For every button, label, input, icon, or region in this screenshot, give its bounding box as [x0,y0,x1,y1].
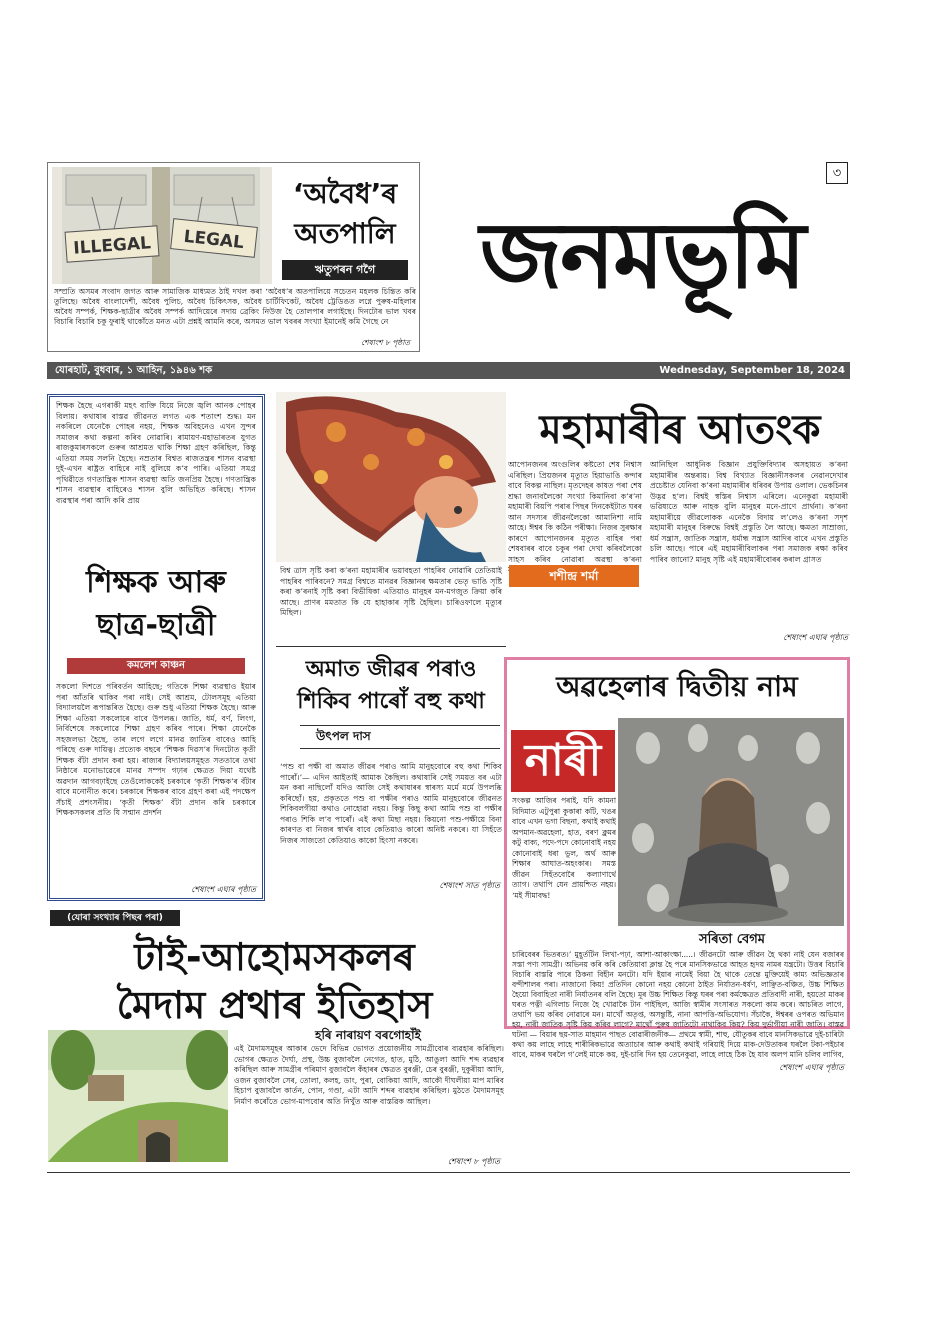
teacher-body: সকলো দিশতে পৰিবৰ্তন আহিছে; গতিকে শিক্ষা ব্যৱস্থাও ইয়াৰ পৰা আঁতৰি থাকিব পৰা নাই। সেই আশ্ৰম, টোলসমূহ এতিয়া বিদ্যালয়লৈ ৰূপান্তৰিত হৈছে। গুৰু শুধু এতিয়া শিক্ষক হৈছে। আৰু শিক্ষা এতিয়া সকলোৰে বাবে উপলব্ধ। জাতি, ধৰ্ম, বৰ্ণ, লিংগ, নিৰ্বিশেষে সকলোৱে শিক্ষা গ্ৰহণ কৰিব পাৰে। শিক্ষা যেনেকৈ সহজলভ্য হৈছে, তাৰ লগে লগে মানৱ জাতিৰ বাবেও আহি পৰিছে গুৰু দায়িত্ব। প্ৰত্যেক বছৰে ‘শিক্ষক দিৱস’ৰ দিনটোত কৃতী শিক্ষক বঁটা প্ৰদান কৰা হয়। ৰাজ্যৰ বিদ্যালয়সমূহত সততাৰে তথা নিষ্ঠাৰে মনোভাৱেৰে মানৱ সম্পদ গঢ়াৰ ক্ষেত্ৰত দিয়া যথেষ্ট অৱদান আগবঢ়াইছে তেওঁলোককেই চৰকাৰে ‘কৃতী শিক্ষক’ৰ বঁটাৰ বাবে মনোনীত কৰে। চৰকাৰে শিক্ষকৰ বাবে গ্ৰহণ কৰা এই পদক্ষেপ সঁচাই প্ৰশংসনীয়। ‘কৃতী শিক্ষক’ বঁটা প্ৰদান কৰি চৰকাৰে শিক্ষকসকলৰ প্ৰতি যি সন্মান প্ৰদৰ্শন [56,682,256,817]
maidam-image [48,1030,228,1162]
masthead-title: জনমভূমি [479,202,805,309]
pandemic-continued: শেষাংশ এঘাৰ পৃষ্ঠাত [783,633,848,642]
teacher-continued: শেষাংশ এঘাৰ পৃষ্ঠাত [191,885,256,894]
dateline-right: Wednesday, September 18, 2024 [659,365,845,376]
women-side-body: সংকল্প আজিৰ পৰাই, যদি কামনা বিদিমাত এটুপুৰা কুকাৰা কটি, খঙৰ বাবে এখন ভগা বিছনা, কথাই কথাই অপমান-অৱহেলা, হাত, বৰণ ক্লুমৰ কটু বাক্য, পদে-পদে কোনোবাই নহয় কোনোবাই ধৰা ভুল, অৰ্থ আৰু শিক্ষাৰ আঘাত-অহংকাৰ। সমস্ত জীৱন সিহঁতবোৰৈ কল্যাণাৰ্থে ত্যাগ। তথাপি যেন প্ৰায়শ্চিত নহয়। ‘মই সীমাবদ্ধ! [512,796,616,900]
women-continued: শেষাংশ এঘাৰ পৃষ্ঠাত [779,1063,844,1072]
teaser-author: ঋতুপৰন গগৈ [282,260,408,280]
dateline-left: যোৰহাট, বুধবাৰ, ১ আহিন, ১৯৪৬ শক [55,365,213,376]
bottom-rule [47,1172,850,1173]
teacher-author: কমলেশ কাঞ্চন [67,658,245,674]
teacher-title-line2: ছাত্ৰ-ছাত্ৰী [96,608,216,643]
illegal-sign: ILLEGAL [72,233,152,259]
animals-continued: শেষাংশ সাত পৃষ্ঠাত [439,881,500,890]
legal-sign: LEGAL [182,226,245,254]
pandemic-col1: আপোনজনৰ অংগুলিৰ কষ্টতো শেষ নিশ্বাস এৰিছিল। প্ৰিয়জনৰ মৃত্যুত হিয়াভাঙি কন্দাৰ বাবে বিকল্প নাছিল। মৃতদেহৰ কাষত পৰা শেষ শ্ৰদ্ধা জনাবলৈকো সংখ্যা কিমানিবা ক’ৰ’না মহামাৰী বিয়পি পৰাৰ পিছৰ দিনকেইটাত ঘৰৰ আন সদস্যৰ জীৱনলৈকো আমানিশা নামি আহে। ঈশ্বৰ কি কঠিন পৰীক্ষা। নিজৰ সুৰক্ষাৰ কাৰণে আপোনজনৰ মৃত্যুত বাহিৰ পৰা শেষবাৰৰ বাবে চকুৰ পৰা দেখা কৰিবলৈকো সাহস কৰিব নোৱাৰা অৱস্থা ক’ৰনা [508,460,642,564]
tai-title-line2: মৈদাম প্ৰথাৰ ইতিহাস [116,983,433,1027]
women-title-box: নাৰী [511,730,615,792]
women-title: অৱহেলাৰ দ্বিতীয় নাম [556,670,798,703]
women-author: সৰিতা বেগম [699,932,765,947]
animals-title-line2: শিকিব পাৰোঁ বহু কথা [297,689,485,714]
tai-kicker: (যোৰা সংখ্যাৰ পিছৰ পৰা) [50,910,180,926]
women-main-body: চাৰিবেৰৰ ভিতৰত।’ মুহূৰ্তটিন লিখা-পঢ়া, আশা-আকাংক্ষা.....। জীৱনটো আৰু জীৱন হৈ থকা নাই যেন বজাৰৰ সস্তা পণ্য সামগ্ৰী। অভিনয় কৰি কৰি কেতিয়াবা ক্লান্ত হৈ পৰে মানসিকভাৱে আহত হৃদয় নামৰ যন্ত্ৰটো। উত্তৰ বিচাৰি বিচাৰি বাস্তৱি পাৰে ঠিকনা বিহীন মনটো। যদি ইয়াৰ নামেই বিয়া হৈ থাকে তেন্তে মুক্তিয়েই কাম্য অভিজ্ঞতাৰ বন্দীশালৰ পৰা। নাজানো কিয়! প্ৰতিদিন কোনো নহয় কোনো ঠাইত নিৰ্যাতন-ধৰ্ষণ, লাঞ্ছিত-বঞ্চিত, উচ্চ শিক্ষিত হৈয়ো বিবাহিতা নাৰী নিৰ্যাতনৰ বলি হৈছে। মূৰ উচ্চ শিক্ষিত কিন্তু ঘৰৰ পৰা কৰ্মক্ষেত্ৰত প্ৰতিবাদী নাৰী, হয়তো মাকৰ ঘৰত পত্নী এগিলাচ নিজে হৈ খোৱাকৈ টান পাইছিল, আজি স্বামীৰ সংসাৰত সকলো কাম কৰে। আচৰিত লাগে, তথাপি ভয় কৰিব নোৱাৰে মন। মাখোঁ অতৃপ্ত, অসন্তুষ্টি, নানা আপত্তি-অভিযোগ। সঁচাকৈ, ঈশ্বৰৰ ওপৰত অভিমান হয়, নাৰী জাতিক সৃষ্টি কিয় কৰিব লাগে? মাথোঁ পুৰুষ জাতিটো নাথাকিব কিয়? কিয় দুৰ্ভাগীয়া নাৰী জাতি। বাস্তৱ ঘটনা — বিয়াৰ ছয়-সাত মাহমান পাছত বোৱাৰীজনীক— প্ৰথমে স্বামী, শাহু, যৌতুকৰ বাবে মানসিকভাৱে দুই-চাৰিটা কথা কয় লাহে লাহে শাৰীৰিকভাৱে অত্যাচাৰ আৰু কথাই কথাই গৰিয়াই দিয়ে মাক-দেউতাকৰ ঘৰলৈ টকা-পইচাৰ বাবে, মাকৰ ঘৰলৈ গ’লেই মাকে কয়, দুই-চাৰি দিন হয় তেনেকুৱা, লাহে লাহে ঠিক হৈ যাব অলপ মানি চলিব লাগিব, [512,950,844,1059]
tai-body: এই মৈদামসমূহৰ আকাৰ ভেদে বিভিন্ন ভোগত প্ৰয়োজনীয় সামগ্ৰীবোৰ ব্যৱহাৰ কৰিছিল। ভোগৰ ক্ষেত্ৰত দৈৰ্ঘ্য, প্ৰস্থ, উচ্চ বুজাবলৈ নেগেত, হাত, মুঠি, আঙুলা আদি শব্দ ব্যৱহাৰ কৰিছিল আৰু সামগ্ৰীৰ পৰিমাণ বুজাবলৈ কঁহাৰৰ ক্ষেত্ৰত বুৰঞ্জী, চেৰ বুৰঞ্জী, দুকুৰীয়া আদি, ওজন বুজাবলৈ সেৰ, তোলা, কলহ, ডাং, পুৰা, বোকিয়া আদি, আকৌ দীঘলীয়া মাপ মাৰিব হিচাপ বুজাবলৈ কাৰ্তন, পোন, গণ্ডা, এটা আদি শব্দৰ ব্যৱহাৰ কৰিছিল। মুঠতে মৈদামসমূহ নিৰ্মাণ কৰোঁতে ভোগ-মাপবোৰ অতি নিখুঁত আৰু বাস্তৱিক আছিল। [234,1044,504,1106]
women-illustration [618,718,844,926]
tai-title-line1: টাই-আহোমসকলৰ [134,935,415,979]
pandemic-author: শশীন্দ্ৰ শৰ্মা [509,565,639,587]
teaser-body: সম্প্ৰতি অসমৰ সংবাদ জগত আৰু সামাজিক মাধ্যমত ঠাই দখল কৰা ‘অবৈধ’ৰ অতপালিয়ে সচেতন মহলক চিন্তিত কৰি তুলিছে। অবৈধ বাংলাদেশী, অবৈধ পুলিচ, অবৈধ চিকিৎসক, অবৈধ চাৰ্টিফিকেট, অবৈধ ট্ৰেডিঙত লগ্নে পুৰুষ-মহিলাৰ অবৈধ সম্পৰ্ক, শিক্ষক-ছাত্ৰীৰ অবৈধ সম্পৰ্ক আদিয়েৰে সদায় ব্ৰেকিং নিউজ হৈ তোলপাৰ লগাইছে। দিনটোৰ ভাল খবৰ বিচাৰি বিচাৰি চকু ফুৰাই থাকোঁতে মনত এটা প্ৰশ্নই আমনি কৰে, অসমত ভাল খবৰৰ সংখ্যা ইমানেই কমি গৈছে নে [54,287,416,326]
teaser-title-line1: ‘অবৈধ’ৰ [292,177,398,210]
pandemic-lead: বিশ্ব ত্ৰাস সৃষ্টি কৰা ক’ৰনা মহামাৰীৰ ভয়াবহতা পাহৰিব নোৱাৰি তেতিয়াই পাহৰিব পাৰিবনে? সমগ্ৰ বিশ্বতে মানৱৰ বিজ্ঞানৰ ক্ষমতাৰ ভেতৃ ভাঙি সৃষ্টি কৰা ক’ৰনাই সৃষ্টি কৰা বিভীষিকা এতিয়াও মানুহৰ মন-মগজুত ক্ৰিয়া কৰি আছে। প্ৰাণৰ মমতাত কি যে হাহাকাৰ সৃষ্টি হৈছিল। চাৰিওফালে মৃত্যুৰ মিছিল। [280,566,502,617]
rule [276,646,506,647]
teacher-title-line1: শিক্ষক আৰু [86,565,226,600]
pandemic-col2: আনিছিল আধুনিক বিজ্ঞান প্ৰযুক্তিবিদ্যাৰ অসহায়ত ক’ৰনা মহামাৰীৰ অন্তৰায়। বিশ্ব বিখ্যাত বিজ্ঞানীসকলৰ নেৱানদেখাৰ প্ৰচেষ্টাত যেনিবা ক’ৰনা মহামাৰীৰ ধৰিবৰ উপায় ওলাল। ভেকচিনৰ উদ্ভৱ হ’ল। বিশ্বই স্বস্তিৰ নিশ্বাস এৰিলে। এনেকুৱা মহামাৰী ভৱিষ্যতে আৰু নাহক বুলি মানুহৰ মনে-প্ৰাণে প্ৰাৰ্থনা। ক’ৰনা মহামাৰীয়ে জীৱলোকক এনেকৈ বিদায় ল’লেও ক’ৰনা সদৃশ মহামাৰী মানুহৰ বিৰুদ্ধে বিশ্বই প্ৰস্তুতি লৈ আছে। ক্ষমতা সাম্ৰাজ্য, ধৰ্ম সন্ত্ৰাস, জাতিক সন্ত্ৰাস, ধৰ্মান্ধ সন্ত্ৰাস আদিৰ বাবে এখন প্ৰস্তুতি চলি আছে। পাৰে এই মহামাৰীবিলাকৰ পৰা সমাজক ৰক্ষা কৰিব পাৰিব জানো? মানুহ সৃষ্টি এই মহামাৰীবোৰৰ কৰাল গ্ৰাসত [650,460,848,564]
animals-body: ‘পশু বা পক্ষী বা অমাত জীৱৰ পৰাও আমি মানুহবোৰে বহু কথা শিকিব পাৰোঁ।’— এদিন আইতাই আমাক কৈছিল। কথাষাৰি সেই সময়ত বৰ এটা মন কৰা নাছিলোঁ যদিও আজি সেই কথাষাৰৰ স্বাৰস্য মৰ্মে মৰ্মে উপলব্ধি কৰিছোঁ। হয়, প্ৰকৃততে পশু বা পক্ষীৰ পৰাও আমি মানুহবোৰে জীৱনত শিকিবলগীয়া কথাও নোহোৱা নহয়। কিন্তু কিছু কথা আমি পশু বা পক্ষীৰ পৰাও শিকি ল’ব পাৰোঁ। এই কথা মিছা নহয়। কিয়নো পশু-পক্ষীয়ে বিনা কাৰণত বা নিজৰ স্বাৰ্থৰ বাবে কেতিয়াও কাৰো অনিষ্ট নকৰে। যা সিহঁতে নিজৰ সাজতো কেতিয়াও কাকো হিংসা নকৰে। [280,762,502,845]
teaser-title-line2: অতপালি [294,217,396,250]
pandemic-illustration [276,392,506,562]
teacher-intro: শিক্ষক হৈছে এগৰাকী মহৎ ব্যক্তি যিয়ে নিজে জ্বলি আনক পোহৰ বিলায়। কথাষাৰ বাস্তৱ জীৱনত লগত এক শতাংশ শুদ্ধ। মন নকৰিলে যেনেকৈ পোহৰ নহয়, শিক্ষক অবিহনেও এখন সুন্দৰ সমাজৰ কথা কল্পনা কৰিব নোৱাৰি। ৰামায়ণ-মহাভাৰতৰ যুগত ৰাজকুমাৰসকলে গুৰুৰ আশ্ৰমত থাকি শিক্ষা গ্ৰহণ কৰিছিল, কিন্তু এতিয়া সময় সলনি হৈছে। নম্ৰতাৰ বিশ্বত ৰাজতন্ত্ৰৰ শাসন ব্যৱস্থা দুই-এখন ৰাষ্ট্ৰত বাহিৰে নাই বুলিয়ে ক’ব পাৰি। এতিয়া সমগ্ৰ পৃথিৱীতে গণতান্ত্ৰিক শাসন ব্যৱস্থা অতি জনপ্ৰিয় হৈছে। গণতান্ত্ৰিক শাসন ব্যৱস্থাৰ বাহিৰেও শাসন বুলি অভিহিত কৰিছে। শাসন ব্যৱস্থাৰ পৰা আদি কৰি প্ৰায় [56,401,256,505]
teaser-continued: শেষাংশ ৮ পৃষ্ঠাত [361,338,410,347]
tai-continued: শেষাংশ ৮ পৃষ্ঠাত [447,1157,500,1166]
page-number: ৩ [826,162,848,184]
animals-title-line1: অমাত জীৱৰ পৰাও [305,657,477,682]
pandemic-title: মহামাৰীৰ আতংক [539,407,821,453]
animals-author: উৎপল দাস [316,729,371,743]
tai-author: হৰি নাৰায়ণ বৰগোহাঁই [315,1028,421,1042]
illegal-legal-image [52,167,272,284]
animals-author-rule [300,725,500,726]
animals-author-rule-bottom [300,748,500,749]
